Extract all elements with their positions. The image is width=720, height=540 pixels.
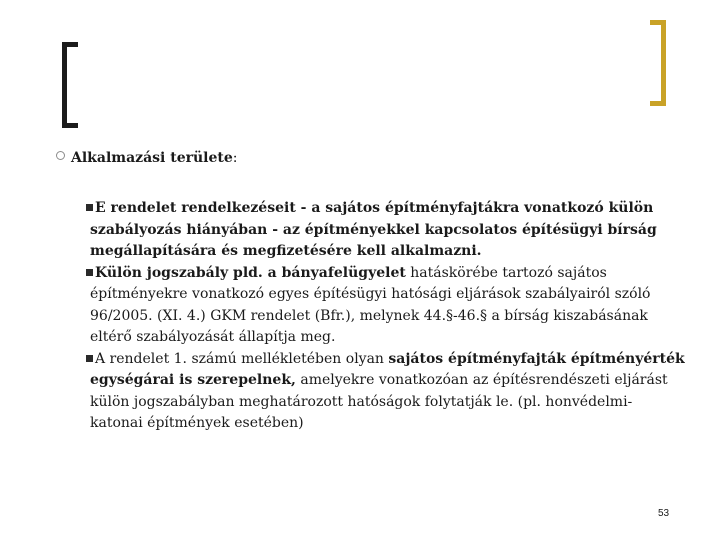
heading-title: Alkalmazási területe bbox=[71, 150, 233, 166]
text-segment: hatáskörébe tartozó sajátos bbox=[405, 264, 607, 281]
text-line bbox=[90, 413, 686, 435]
text-segment: E rendelet rendelkezéseit - a sajátos építményfajtákra vonatkozó külön bbox=[95, 200, 654, 216]
text-segment: Külön jogszabály pld. a bányafelügyelet bbox=[95, 264, 406, 281]
circle-bullet-icon bbox=[56, 151, 65, 160]
page-number: 53 bbox=[658, 508, 670, 519]
slide-body bbox=[86, 198, 686, 435]
text-line bbox=[90, 392, 686, 414]
bullet-paragraph bbox=[86, 349, 686, 435]
bullet-paragraph bbox=[86, 263, 686, 349]
square-bullet-icon bbox=[86, 355, 93, 362]
text-segment: sajátos építményfajták építményérték bbox=[388, 350, 685, 367]
text-segment: eltérő szabályozását állapítja meg. bbox=[90, 329, 336, 345]
text-segment: egységárai is szerepelnek, bbox=[90, 372, 296, 388]
left-bracket-decoration bbox=[62, 42, 78, 128]
heading-colon: : bbox=[232, 150, 238, 166]
text-line bbox=[90, 284, 686, 306]
text-line bbox=[90, 220, 686, 242]
text-line bbox=[90, 349, 686, 371]
text-line bbox=[90, 306, 686, 328]
square-bullet-icon bbox=[86, 269, 93, 276]
text-line bbox=[90, 327, 686, 349]
text-line bbox=[90, 241, 686, 263]
text-segment: külön jogszabályban meghatározott hatóságok folytatják le. (pl. honvédelmi- bbox=[90, 393, 633, 410]
text-segment: amelyekre vonatkozóan az építésrendészeti eljárást bbox=[295, 372, 668, 388]
text-line bbox=[90, 198, 686, 220]
text-segment: 96/2005. (XI. 4.) GKM rendelet (Bfr.), melynek 44.§-46.§ a bírság kiszabásának bbox=[90, 307, 648, 324]
text-line bbox=[90, 263, 686, 285]
text-line bbox=[90, 370, 686, 392]
text-segment: katonai építmények esetében) bbox=[90, 415, 304, 431]
right-bracket-decoration bbox=[650, 20, 666, 106]
bullet-paragraph bbox=[86, 198, 686, 263]
text-segment: A rendelet 1. számú mellékletében olyan bbox=[95, 350, 389, 367]
text-segment: megállapítására és megfizetésére kell alkalmazni. bbox=[90, 243, 482, 259]
text-segment: építményekre vonatkozó egyes építésügyi hatósági eljárások szabályairól szóló bbox=[90, 286, 651, 302]
text-segment: szabályozás hiányában - az építményekkel kapcsolatos építésügyi bírság bbox=[90, 221, 657, 238]
square-bullet-icon bbox=[86, 204, 93, 211]
section-heading bbox=[56, 150, 238, 166]
